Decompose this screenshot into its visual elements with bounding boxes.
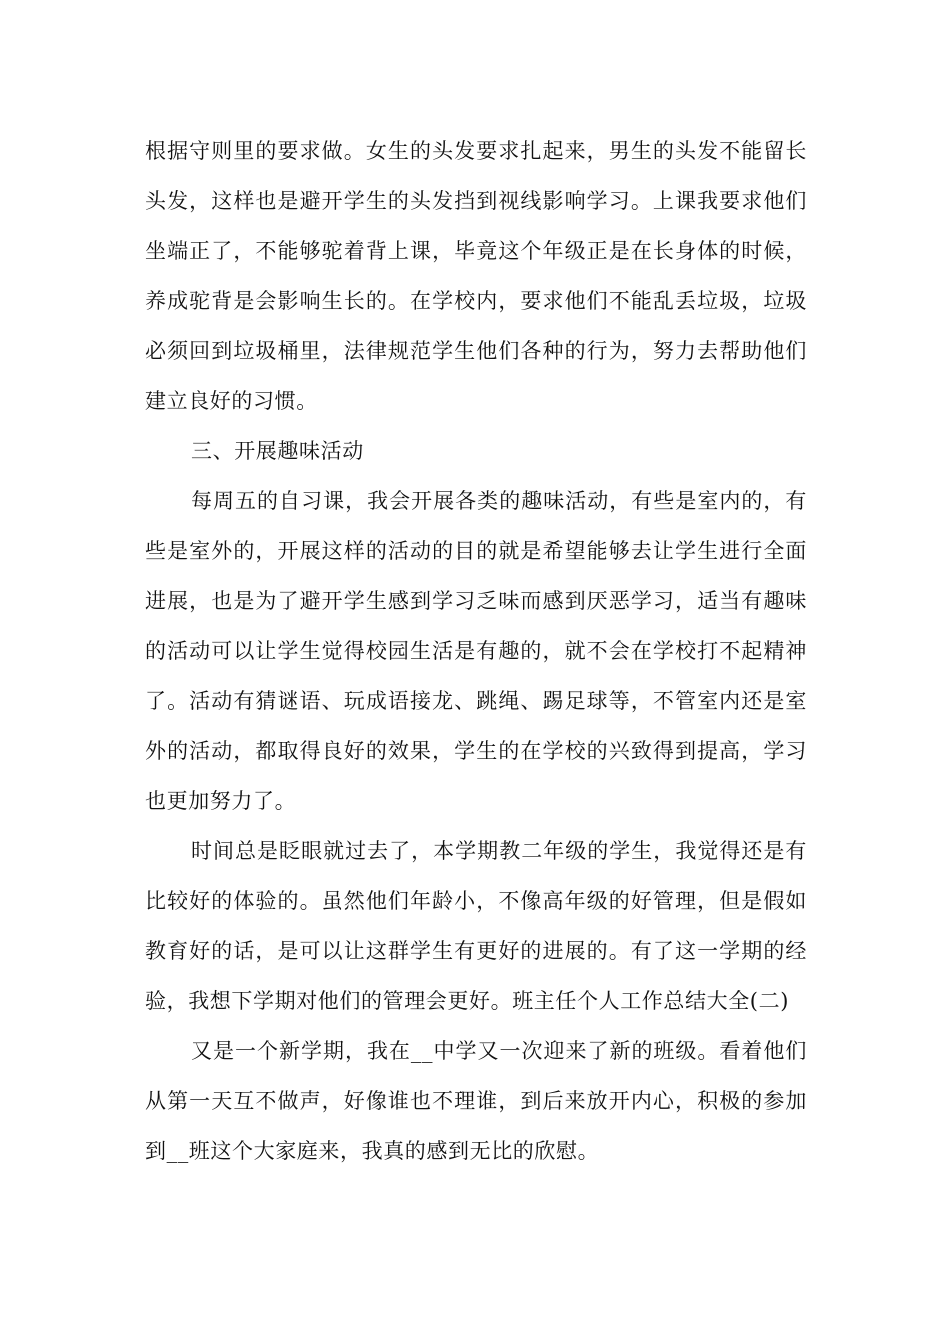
paragraph-summary: 时间总是眨眼就过去了，本学期教二年级的学生，我觉得还是有比较好的体验的。虽然他们年龄小，不像高年级的好管理，但是假如教育好的话，是可以让这群学生有更好的进展的。有了这一学期的经验，我想下学期对他们的管理会更好。班主任个人工作总结大全(二) [145, 839, 807, 1013]
paragraph-new-semester: 又是一个新学期，我在__中学又一次迎来了新的班级。看着他们从第一天互不做声，好像谁也不理谁，到后来放开内心，积极的参加到__班这个大家庭来，我真的感到无比的欣慰。 [145, 1039, 807, 1163]
section-heading-3: 三、开展趣味活动 [191, 439, 364, 463]
paragraph-continuation: 根据守则里的要求做。女生的头发要求扎起来，男生的头发不能留长头发，这样也是避开学生的头发挡到视线影响学习。上课我要求他们坐端正了，不能够驼着背上课，毕竟这个年级正是在长身体的时候，养成驼背是会影响生长的。在学校内，要求他们不能乱丢垃圾，垃圾必须回到垃圾桶里，法律规范学生他们各种的行为，努力去帮助他们建立良好的习惯。 [145, 139, 807, 413]
document-body [145, 126, 807, 1176]
paragraph-activities: 每周五的自习课，我会开展各类的趣味活动，有些是室内的，有些是室外的，开展这样的活动的目的就是希望能够去让学生进行全面进展，也是为了避开学生感到学习乏味而感到厌恶学习，适当有趣味的活动可以让学生觉得校园生活是有趣的，就不会在学校打不起精神了。活动有猜谜语、玩成语接龙、跳绳、踢足球等，不管室内还是室外的活动，都取得良好的效果，学生的在学校的兴致得到提高，学习也更加努力了。 [145, 489, 807, 813]
